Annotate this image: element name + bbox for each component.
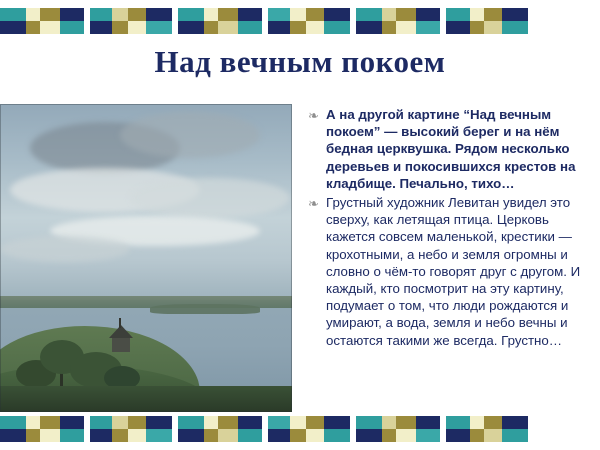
decor-block bbox=[0, 416, 84, 442]
painting-image bbox=[0, 104, 292, 412]
list-item-text: А на другой картине “Над вечным покоем” — высокий берег и на нём бедная церквушка. Рядом несколько деревьев и покосившихся крестов на кладбище. Печально, тихо… bbox=[326, 107, 576, 191]
decor-block bbox=[356, 8, 440, 34]
bullet-icon: ❧ bbox=[308, 196, 319, 212]
decor-block bbox=[0, 8, 84, 34]
decor-block bbox=[268, 8, 350, 34]
top-decor-strip bbox=[0, 8, 600, 34]
page-title: Над вечным покоем bbox=[154, 44, 446, 79]
decor-block bbox=[446, 416, 528, 442]
list-item bbox=[308, 106, 590, 192]
decor-block bbox=[178, 416, 262, 442]
bottom-decor-strip bbox=[0, 416, 600, 442]
list-item-text: Грустный художник Левитан увидел это сверху, как летящая птица. Церковь кажется совсем маленькой, крестики — крохотными, а небо и земля огромны и словно о чём-то говорят друг с другом. И каждый, кто посмотрит на эту картину, подумает о том, что люди рождаются и умирают, а вода, земля и небо вечны и остаются такими же всегда. Грустно… bbox=[326, 195, 581, 348]
decor-block bbox=[178, 8, 262, 34]
decor-block bbox=[446, 8, 528, 34]
list-item bbox=[308, 194, 590, 349]
decor-block bbox=[268, 416, 350, 442]
bullet-icon: ❧ bbox=[308, 108, 319, 123]
decor-block bbox=[356, 416, 440, 442]
decor-block bbox=[90, 416, 172, 442]
decor-block bbox=[90, 8, 172, 34]
image-frame bbox=[0, 104, 292, 412]
body-text-block bbox=[308, 106, 590, 351]
